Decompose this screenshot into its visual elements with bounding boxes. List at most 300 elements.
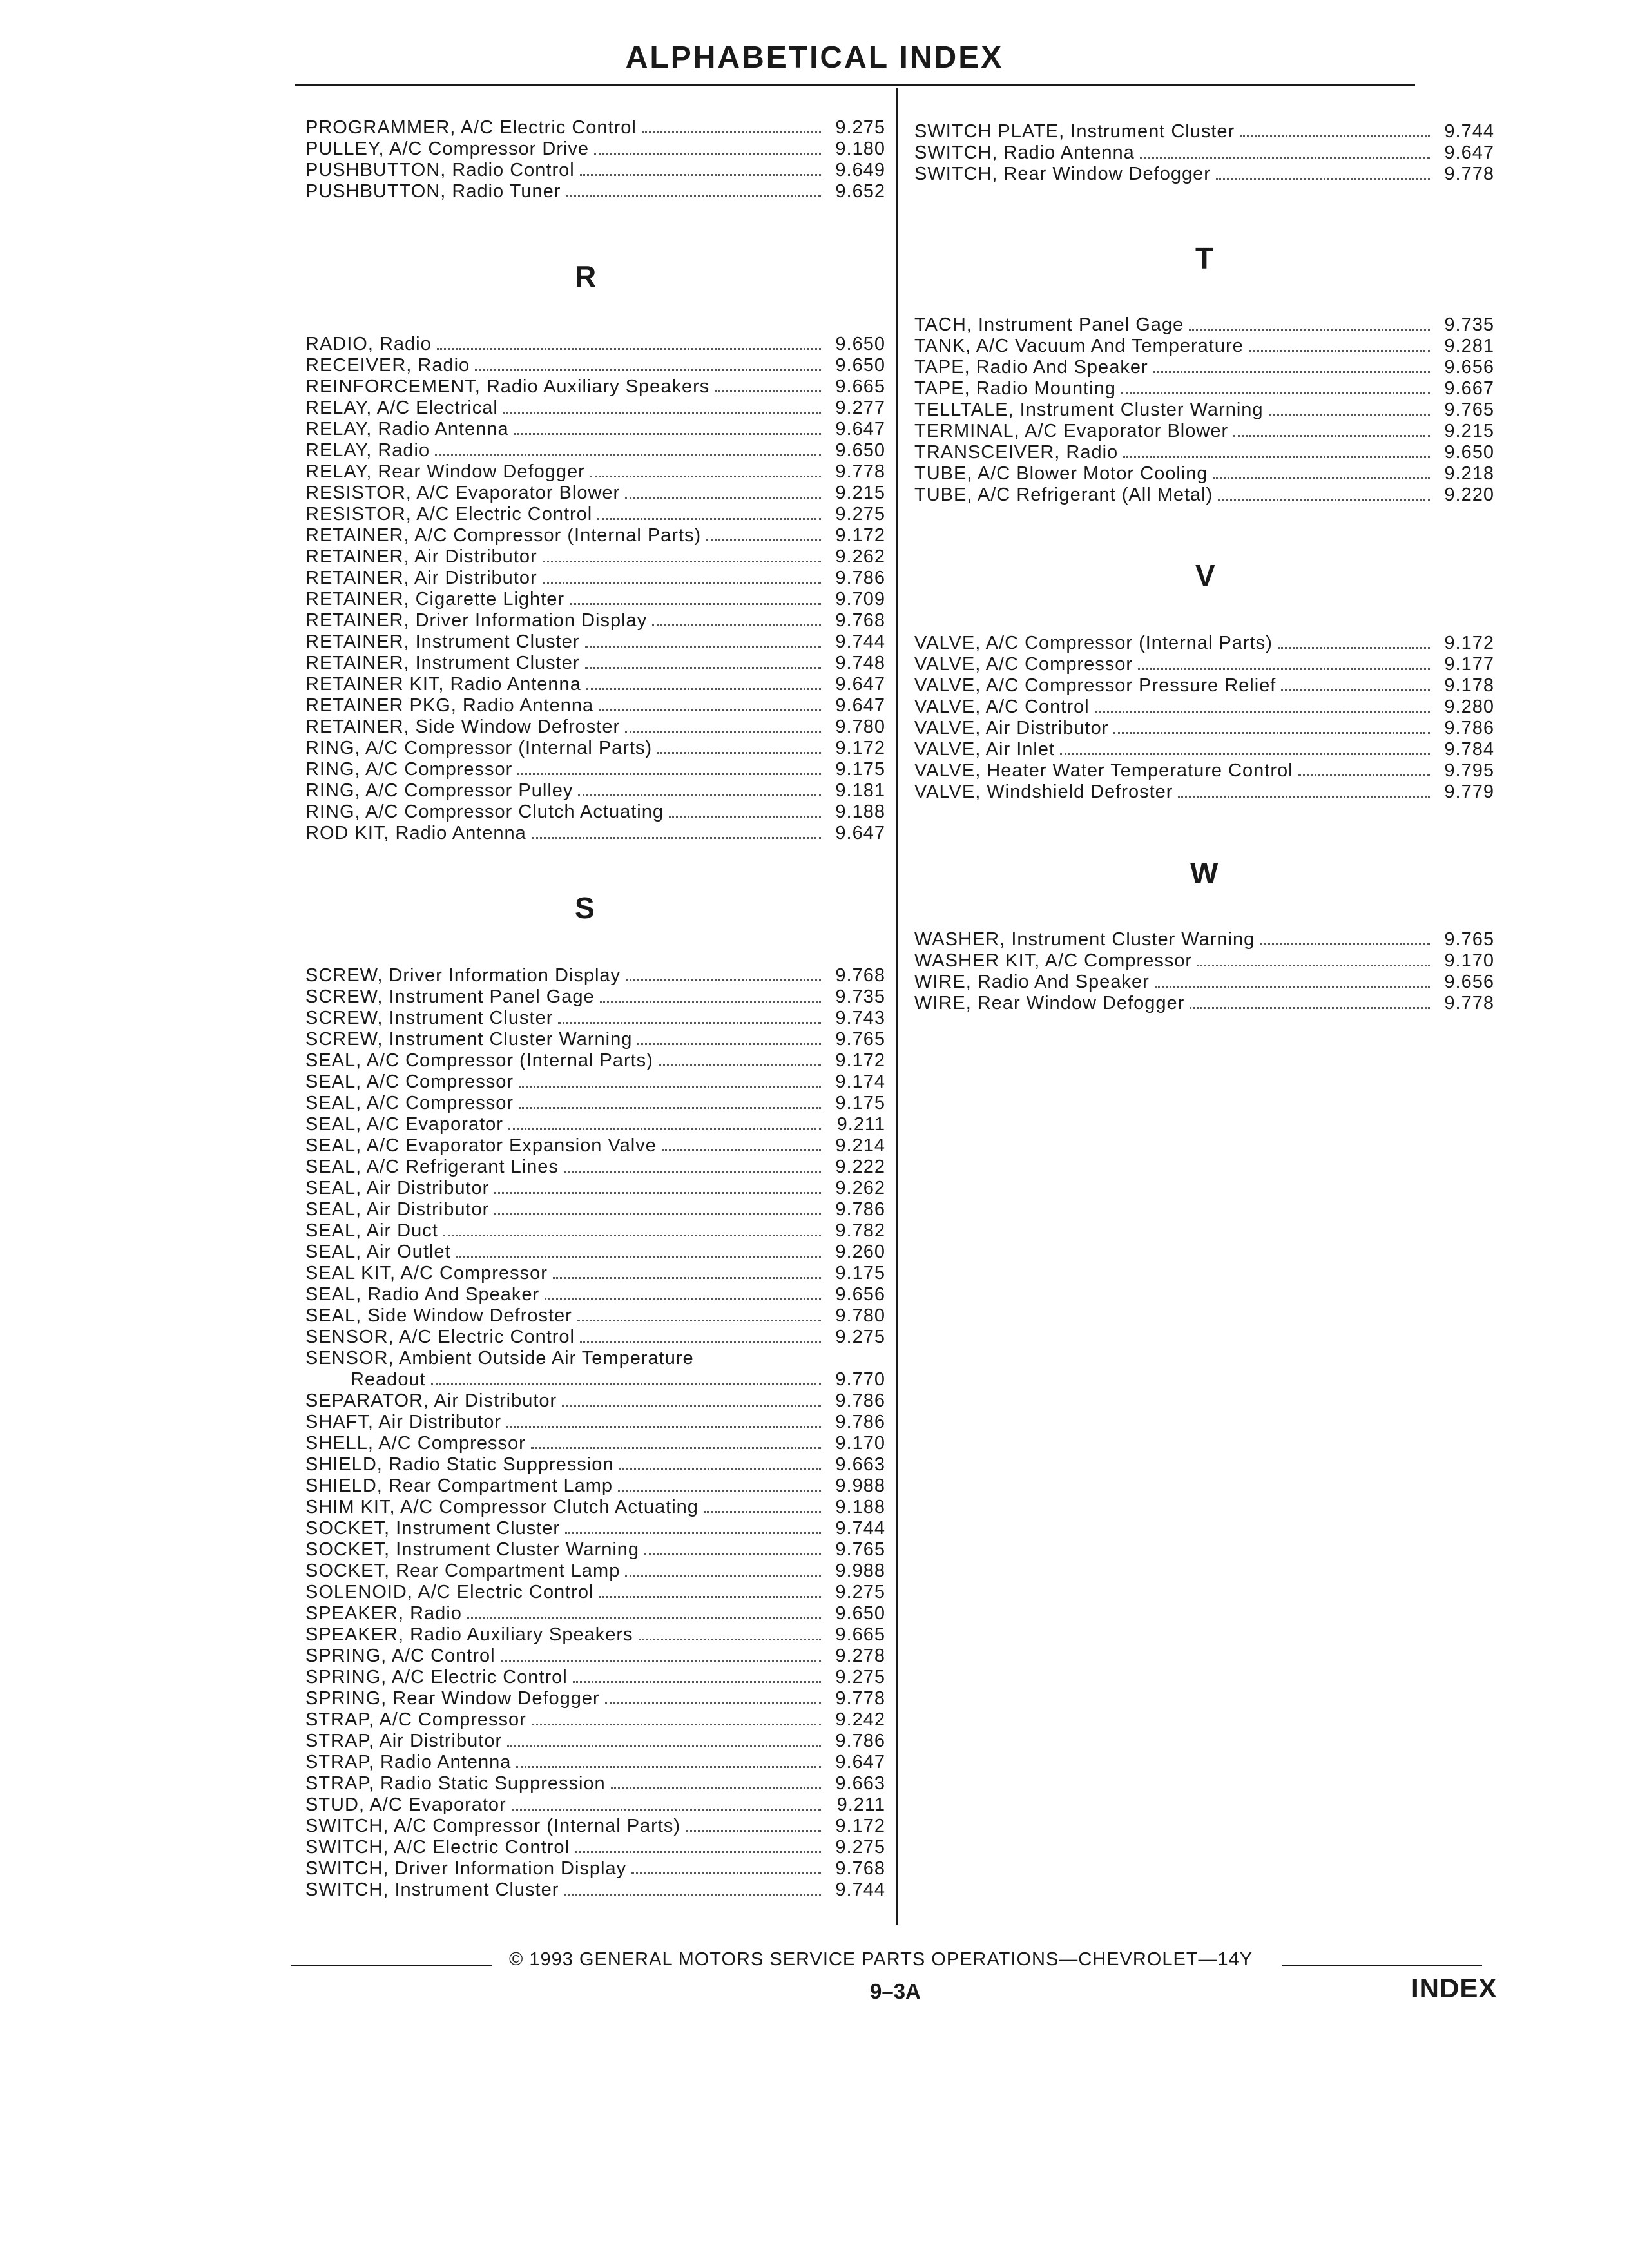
entry-page: 9.275 <box>835 1327 885 1347</box>
entry-page: 9.170 <box>835 1433 885 1454</box>
index-entry <box>305 1433 885 1454</box>
entry-page: 9.181 <box>835 780 885 801</box>
index-entry <box>914 993 1494 1014</box>
entry-label: WIRE, Rear Window Defogger <box>914 993 1185 1014</box>
entry-label: RETAINER KIT, Radio Antenna <box>305 674 581 695</box>
dot-leader <box>704 1497 821 1513</box>
entry-label: WASHER, Instrument Cluster Warning <box>914 929 1255 950</box>
entry-page: 9.743 <box>835 1008 885 1028</box>
entry-page: 9.663 <box>835 1454 885 1475</box>
dot-leader <box>585 653 821 669</box>
entry-label: SCREW, Driver Information Display <box>305 965 621 986</box>
index-entry <box>305 1348 885 1369</box>
entry-label: SHIELD, Radio Static Suppression <box>305 1454 614 1475</box>
entry-page: 9.768 <box>835 965 885 986</box>
entry-label: VALVE, A/C Compressor Pressure Relief <box>914 675 1277 696</box>
dot-leader <box>1123 442 1430 458</box>
entry-page: 9.281 <box>1444 336 1494 356</box>
entry-label: SEAL, Air Duct <box>305 1220 438 1241</box>
dot-leader <box>605 1688 821 1704</box>
entry-label: SEAL, A/C Compressor (Internal Parts) <box>305 1050 653 1071</box>
dot-leader <box>659 1050 821 1066</box>
index-entry <box>305 610 885 631</box>
index-entry <box>914 142 1494 164</box>
entry-page: 9.667 <box>1444 378 1494 399</box>
entry-page: 9.647 <box>835 674 885 695</box>
entry-label: TELLTALE, Instrument Cluster Warning <box>914 399 1264 420</box>
entry-label: SWITCH PLATE, Instrument Cluster <box>914 121 1235 142</box>
index-entry <box>305 181 885 202</box>
entry-page: 9.735 <box>835 986 885 1007</box>
entry-page: 9.242 <box>835 1709 885 1730</box>
entry-label: ROD KIT, Radio Antenna <box>305 823 526 843</box>
dot-leader <box>599 695 821 711</box>
entry-label: PUSHBUTTON, Radio Control <box>305 160 575 180</box>
dot-leader <box>1178 782 1430 798</box>
entry-label: TRANSCEIVER, Radio <box>914 442 1119 463</box>
entry-label: PROGRAMMER, A/C Electric Control <box>305 117 637 138</box>
entry-page: 9.709 <box>835 589 885 610</box>
s-continued-entries-list <box>914 121 1494 185</box>
entry-label: RETAINER, Instrument Cluster <box>305 631 580 652</box>
entry-page: 9.988 <box>835 1561 885 1581</box>
entry-label: SOCKET, Rear Compartment Lamp <box>305 1561 621 1581</box>
entry-label: SPRING, A/C Control <box>305 1646 496 1666</box>
entry-label: REINFORCEMENT, Radio Auxiliary Speakers <box>305 376 710 397</box>
dot-leader <box>1138 654 1430 670</box>
entry-label: VALVE, A/C Control <box>914 697 1090 717</box>
index-entry <box>914 314 1494 336</box>
entry-label: SCREW, Instrument Cluster Warning <box>305 1029 633 1050</box>
dot-leader <box>543 568 821 584</box>
index-entry <box>305 1582 885 1603</box>
entry-page: 9.275 <box>835 117 885 138</box>
index-entry <box>305 1816 885 1837</box>
index-entry <box>305 1603 885 1624</box>
entry-label: PULLEY, A/C Compressor Drive <box>305 139 590 159</box>
dot-leader <box>1190 993 1430 1009</box>
dot-leader <box>443 1220 821 1236</box>
dot-leader <box>531 1433 821 1449</box>
entry-label: SEAL, Side Window Defroster <box>305 1305 572 1326</box>
dot-leader <box>652 610 821 626</box>
entry-page: 9.188 <box>835 1497 885 1517</box>
entry-page: 9.778 <box>1444 993 1494 1014</box>
t-entries-list <box>914 314 1494 506</box>
dot-leader <box>625 1561 821 1577</box>
p-entries-list <box>305 117 885 202</box>
entry-label: VALVE, Heater Water Temperature Control <box>914 760 1293 781</box>
index-entry <box>305 738 885 759</box>
index-entry <box>914 950 1494 972</box>
dot-leader <box>631 1858 821 1874</box>
entry-page: 9.786 <box>835 1412 885 1432</box>
entry-page: 9.656 <box>835 1284 885 1305</box>
entry-page: 9.784 <box>1444 739 1494 760</box>
dot-leader <box>669 802 821 818</box>
entry-label: TACH, Instrument Panel Gage <box>914 314 1184 335</box>
index-entry <box>305 1327 885 1348</box>
entry-page: 9.172 <box>835 525 885 546</box>
index-entry <box>914 164 1494 185</box>
entry-label: SENSOR, Ambient Outside Air Temperature <box>305 1348 694 1369</box>
r-entries-list <box>305 334 885 844</box>
dot-leader <box>639 1624 822 1640</box>
entry-label: SOCKET, Instrument Cluster Warning <box>305 1539 640 1560</box>
entry-page: 9.778 <box>1444 164 1494 184</box>
footer-copyright: © 1993 GENERAL MOTORS SERVICE PARTS OPERATIONS—CHEVROLET—14Y <box>509 1949 1253 1970</box>
entry-page: 9.765 <box>835 1029 885 1050</box>
index-entry <box>914 782 1494 803</box>
index-entry <box>305 823 885 844</box>
entry-label: VALVE, A/C Compressor (Internal Parts) <box>914 633 1273 653</box>
index-entry <box>305 759 885 780</box>
dot-leader <box>494 1178 821 1194</box>
index-entry <box>305 1135 885 1157</box>
section-letter-w: W <box>1190 856 1219 890</box>
entry-label: RELAY, A/C Electrical <box>305 398 498 418</box>
entry-page: 9.765 <box>835 1539 885 1560</box>
entry-label: SEAL, A/C Refrigerant Lines <box>305 1157 559 1177</box>
index-entry <box>305 1667 885 1688</box>
dot-leader <box>503 398 821 414</box>
dot-leader <box>1249 336 1430 352</box>
dot-leader <box>543 546 821 562</box>
dot-leader <box>619 1454 822 1470</box>
entry-label: RETAINER, Instrument Cluster <box>305 653 580 673</box>
entry-label: SEAL, Radio And Speaker <box>305 1284 540 1305</box>
w-entries-list <box>914 929 1494 1014</box>
index-entry <box>305 1624 885 1646</box>
dot-leader <box>586 674 821 690</box>
dot-leader <box>706 525 821 541</box>
entry-label: RETAINER PKG, Radio Antenna <box>305 695 594 716</box>
index-entry <box>305 568 885 589</box>
entry-page: 9.172 <box>835 1050 885 1071</box>
dot-leader <box>1269 399 1430 416</box>
entry-page: 9.744 <box>835 1879 885 1900</box>
entry-label: SEAL, A/C Evaporator <box>305 1114 503 1135</box>
title-rule <box>295 84 1415 86</box>
dot-leader <box>431 1369 821 1385</box>
entry-label: RADIO, Radio <box>305 334 432 354</box>
entry-label: SEAL, Air Distributor <box>305 1199 490 1220</box>
index-entry <box>305 1029 885 1050</box>
dot-leader <box>1140 142 1430 159</box>
v-entries-list <box>914 633 1494 803</box>
entry-label: SPRING, A/C Electric Control <box>305 1667 568 1687</box>
index-entry <box>305 1858 885 1879</box>
index-entry <box>914 399 1494 421</box>
index-entry <box>305 1412 885 1433</box>
entry-page: 9.748 <box>835 653 885 673</box>
entry-label: VALVE, Windshield Defroster <box>914 782 1173 802</box>
entry-label: STUD, A/C Evaporator <box>305 1794 506 1815</box>
entry-label: RING, A/C Compressor Clutch Actuating <box>305 802 664 822</box>
entry-label: PUSHBUTTON, Radio Tuner <box>305 181 561 202</box>
index-entry <box>914 357 1494 378</box>
index-entry <box>305 1220 885 1242</box>
entry-page: 9.215 <box>1444 421 1494 441</box>
index-entry <box>305 461 885 483</box>
entry-page: 9.174 <box>835 1072 885 1092</box>
dot-leader <box>532 1709 821 1725</box>
entry-page: 9.786 <box>835 1199 885 1220</box>
dot-leader <box>599 1582 821 1598</box>
index-entry <box>305 1688 885 1709</box>
section-letter-s: S <box>575 891 595 925</box>
entry-page: 9.170 <box>1444 950 1494 971</box>
index-entry <box>305 419 885 440</box>
entry-page: 9.214 <box>835 1135 885 1156</box>
entry-page: 9.180 <box>835 139 885 159</box>
entry-page: 9.215 <box>835 483 885 503</box>
dot-leader <box>662 1135 821 1151</box>
dot-leader <box>558 1008 821 1024</box>
index-entry <box>305 802 885 823</box>
section-letter-v: V <box>1195 559 1215 592</box>
entry-page: 9.786 <box>835 568 885 588</box>
entry-page: 9.647 <box>835 1752 885 1773</box>
dot-leader <box>507 1731 821 1747</box>
dot-leader <box>1060 739 1430 755</box>
entry-page: 9.795 <box>1444 760 1494 781</box>
section-label: INDEX <box>1411 1973 1498 2003</box>
index-entry <box>305 440 885 461</box>
entry-label: SCREW, Instrument Panel Gage <box>305 986 595 1007</box>
dot-leader <box>642 117 821 133</box>
entry-label: WIRE, Radio And Speaker <box>914 972 1150 992</box>
entry-page: 9.211 <box>836 1114 885 1135</box>
index-entry <box>305 716 885 738</box>
entry-page: 9.768 <box>835 1858 885 1879</box>
entry-page: 9.177 <box>1444 654 1494 675</box>
entry-page: 9.275 <box>835 504 885 524</box>
dot-leader <box>611 1773 821 1789</box>
entry-label: SEAL, A/C Evaporator Expansion Valve <box>305 1135 657 1156</box>
entry-page: 9.172 <box>835 738 885 758</box>
index-entry <box>305 1072 885 1093</box>
entry-label: RELAY, Radio Antenna <box>305 419 509 439</box>
dot-leader <box>644 1539 821 1555</box>
entry-label: SEAL, Air Distributor <box>305 1178 490 1198</box>
index-entry <box>305 1263 885 1284</box>
index-entry <box>914 121 1494 142</box>
entry-page: 9.649 <box>835 160 885 180</box>
entry-label: SENSOR, A/C Electric Control <box>305 1327 575 1347</box>
entry-page: 9.656 <box>1444 357 1494 378</box>
dot-leader <box>597 504 821 520</box>
entry-page: 9.175 <box>835 759 885 780</box>
entry-page: 9.782 <box>835 1220 885 1241</box>
entry-label: SWITCH, Radio Antenna <box>914 142 1135 163</box>
entry-page: 9.262 <box>835 1178 885 1198</box>
footer-rule-left <box>291 1965 492 1966</box>
dot-leader <box>686 1816 821 1832</box>
entry-label: TAPE, Radio Mounting <box>914 378 1116 399</box>
dot-leader <box>1121 378 1430 394</box>
dot-leader <box>532 823 821 839</box>
dot-leader <box>657 738 821 754</box>
entry-label: SEPARATOR, Air Distributor <box>305 1390 557 1411</box>
index-entry <box>914 739 1494 760</box>
section-letter-t: T <box>1195 242 1214 275</box>
entry-label: Readout <box>351 1369 426 1390</box>
entry-page: 9.765 <box>1444 929 1494 950</box>
dot-leader <box>553 1263 821 1279</box>
entry-page: 9.770 <box>835 1369 885 1390</box>
dot-leader <box>1189 314 1430 331</box>
dot-leader <box>590 461 821 477</box>
index-entry <box>305 965 885 986</box>
index-entry <box>305 1497 885 1518</box>
index-entry <box>305 986 885 1008</box>
index-entry <box>305 355 885 376</box>
dot-leader <box>1278 633 1430 649</box>
index-entry <box>305 546 885 568</box>
entry-label: RETAINER, Driver Information Display <box>305 610 648 631</box>
index-entry <box>305 525 885 546</box>
entry-label: STRAP, Radio Static Suppression <box>305 1773 606 1794</box>
index-entry <box>914 718 1494 739</box>
index-entry <box>305 1050 885 1072</box>
index-entry <box>305 139 885 160</box>
index-entry <box>305 1879 885 1901</box>
entry-label: SWITCH, Rear Window Defogger <box>914 164 1211 184</box>
entry-label: SEAL, A/C Compressor <box>305 1072 514 1092</box>
entry-label: VALVE, A/C Compressor <box>914 654 1133 675</box>
entry-page: 9.650 <box>1444 442 1494 463</box>
entry-label: SHIELD, Rear Compartment Lamp <box>305 1475 613 1496</box>
dot-leader <box>516 1752 821 1768</box>
entry-label: RELAY, Rear Window Defogger <box>305 461 585 482</box>
entry-page: 9.172 <box>835 1816 885 1836</box>
dot-leader <box>637 1029 821 1045</box>
entry-page: 9.663 <box>835 1773 885 1794</box>
entry-page: 9.786 <box>1444 718 1494 738</box>
entry-page: 9.172 <box>1444 633 1494 653</box>
entry-label: SEAL, A/C Compressor <box>305 1093 514 1113</box>
index-entry <box>305 1157 885 1178</box>
index-entry <box>305 1369 885 1390</box>
dot-leader <box>618 1475 821 1492</box>
entry-page: 9.262 <box>835 546 885 567</box>
dot-leader <box>585 631 821 648</box>
index-entry <box>914 697 1494 718</box>
dot-leader <box>519 1072 821 1088</box>
index-entry <box>305 1242 885 1263</box>
entry-label: SOLENOID, A/C Electric Control <box>305 1582 594 1602</box>
entry-page: 9.188 <box>835 802 885 822</box>
dot-leader <box>564 1157 821 1173</box>
index-entry <box>914 633 1494 654</box>
index-entry <box>914 336 1494 357</box>
entry-label: SHELL, A/C Compressor <box>305 1433 526 1454</box>
entry-page: 9.780 <box>835 1305 885 1326</box>
dot-leader <box>475 355 821 371</box>
dot-leader <box>1216 164 1430 180</box>
dot-leader <box>1218 485 1430 501</box>
entry-label: STRAP, Air Distributor <box>305 1731 503 1751</box>
index-entry <box>305 1390 885 1412</box>
index-entry <box>305 483 885 504</box>
dot-leader <box>564 1879 821 1896</box>
index-entry <box>914 378 1494 399</box>
entry-page: 9.786 <box>835 1390 885 1411</box>
index-entry <box>305 160 885 181</box>
entry-page: 9.277 <box>835 398 885 418</box>
entry-page: 9.744 <box>835 631 885 652</box>
entry-page: 9.765 <box>1444 399 1494 420</box>
entry-page: 9.647 <box>1444 142 1494 163</box>
entry-label: RESISTOR, A/C Electric Control <box>305 504 593 524</box>
dot-leader <box>580 160 821 176</box>
dot-leader <box>1113 718 1430 734</box>
index-entry <box>305 1008 885 1029</box>
index-entry <box>305 1305 885 1327</box>
dot-leader <box>435 440 821 456</box>
entry-label: SHIM KIT, A/C Compressor Clutch Actuating <box>305 1497 699 1517</box>
index-entry <box>305 1454 885 1475</box>
entry-page: 9.275 <box>835 1582 885 1602</box>
dot-leader <box>594 139 821 155</box>
dot-leader <box>494 1199 821 1215</box>
dot-leader <box>1197 950 1430 966</box>
entry-page: 9.275 <box>835 1837 885 1858</box>
entry-page: 9.665 <box>835 376 885 397</box>
entry-page: 9.647 <box>835 695 885 716</box>
entry-label: RESISTOR, A/C Evaporator Blower <box>305 483 621 503</box>
entry-page: 9.744 <box>835 1518 885 1539</box>
entry-label: RETAINER, Air Distributor <box>305 568 537 588</box>
entry-label: RELAY, Radio <box>305 440 430 461</box>
index-entry <box>305 1475 885 1497</box>
index-entry <box>914 654 1494 675</box>
index-entry <box>305 1199 885 1220</box>
index-entry <box>305 1752 885 1773</box>
entry-page: 9.650 <box>835 334 885 354</box>
entry-page: 9.780 <box>835 716 885 737</box>
dot-leader <box>508 1114 821 1130</box>
entry-page: 9.650 <box>835 355 885 376</box>
dot-leader <box>573 1667 821 1683</box>
index-entry <box>914 760 1494 782</box>
dot-leader <box>437 334 821 350</box>
entry-label: SWITCH, A/C Electric Control <box>305 1837 570 1858</box>
index-entry <box>305 398 885 419</box>
index-entry <box>305 1284 885 1305</box>
entry-page: 9.735 <box>1444 314 1494 335</box>
dot-leader <box>1260 929 1430 945</box>
entry-label: SPRING, Rear Window Defogger <box>305 1688 600 1709</box>
dot-leader <box>580 1327 821 1343</box>
entry-label: STRAP, A/C Compressor <box>305 1709 526 1730</box>
dot-leader <box>1281 675 1430 691</box>
index-entry <box>305 1794 885 1816</box>
entry-page: 9.278 <box>835 1646 885 1666</box>
entry-label: VALVE, Air Inlet <box>914 739 1055 760</box>
entry-label: RING, A/C Compressor <box>305 759 513 780</box>
page-number: 9–3A <box>870 1979 921 2003</box>
index-entry <box>305 504 885 525</box>
dot-leader <box>1153 357 1430 373</box>
entry-label: TUBE, A/C Refrigerant (All Metal) <box>914 485 1213 505</box>
index-entry <box>914 929 1494 950</box>
section-letter-r: R <box>575 260 597 293</box>
entry-page: 9.260 <box>835 1242 885 1262</box>
entry-label: SPEAKER, Radio Auxiliary Speakers <box>305 1624 633 1645</box>
dot-leader <box>517 759 821 775</box>
